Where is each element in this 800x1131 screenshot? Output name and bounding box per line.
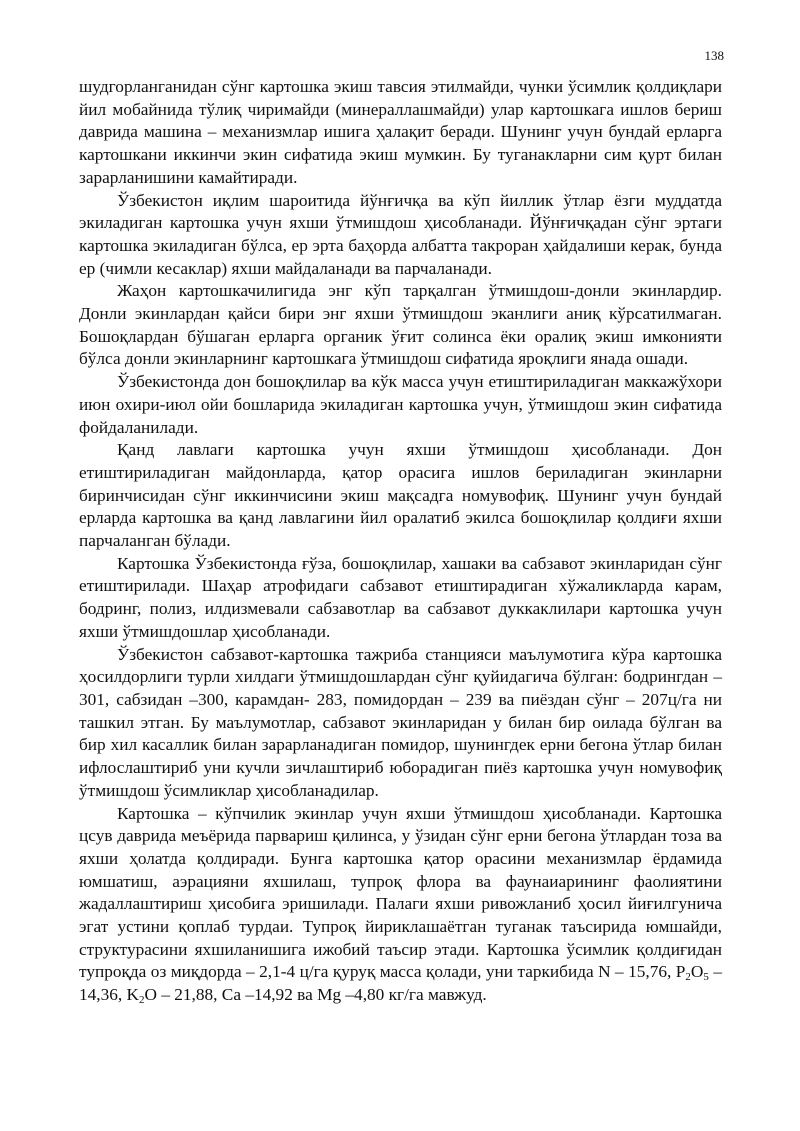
- paragraph-5: Қанд лавлаги картошка учун яхши ўтмишдош ҳисобланади. Дон етиштириладиган майдонларда, қатор орасига ишлов бериладиган экинларни биринчисидан сўнг иккинчисини экиш мақсадга номувофиқ. Шунинг учун бундай ерларда картошка ва қанд лавлагини йил оралатиб экилса бошоқлилар қолдиғи яхши парчаланган бўлади.: [79, 440, 722, 551]
- page-number: 138: [704, 48, 724, 63]
- formula-p-subscript: 2: [685, 971, 691, 984]
- formula-o-label: O: [690, 962, 704, 982]
- paragraph-8-tail: O – 21,88, Ca –14,92 ва Mg –4,80 кг/га мавжуд.: [144, 985, 487, 1005]
- formula-k-subscript: 2: [139, 994, 145, 1007]
- paragraph-2: Ўзбекистон иқлим шароитида йўнғичқа ва кўп йиллик ўтлар ёзги муддатда экиладиган картошка учун яхши ўтмишдош ҳисобланади. Йўнғичқадан сўнг эртаги картошка экиладиган бўлса, ер эрта баҳорда албатта такроран ҳайдалиши керак, бунда ер (чимли кесаклар) яхши майдаланади ва парчаланади.: [79, 190, 722, 278]
- paragraph-4: Ўзбекистонда дон бошоқлилар ва кўк масса учун етиштириладиган маккажўхори июн охири-июл ойи бошларида экиладиган картошка учун, ўтмишдош экин сифатида фойдаланилади.: [79, 372, 722, 437]
- formula-o-subscript: 5: [703, 971, 709, 984]
- paragraph-8: [79, 803, 722, 1007]
- paragraph-8-text: Картошка – кўпчилик экинлар учун яхши ўтмишдош ҳисобланади. Картошка цсув даврида меъёрида парвариш қилинса, у ўзидан сўнг ерни бегона ўтлардан тоза ва яхши ҳолатда қолдиради. Бунга картошка қатор орасини механизмлар ёрдамида юмшатиш, аэрацияни яхшилаш, тупроқ флора ва фаунаиарининг фаолиятини жадаллаштириш ҳисобига эришилади. Палаги яхши ривожланиб ҳосил йиғилгунича эгат устини қоплаб турдаи. Тупроқ йириклашаётган туганак таъсирида юмшайди, структурасини яхшиланишига ижобий таъсир этади. Картошка ўсимлик қолдиғидан тупроқда оз миқдорда – 2,1-4 ц/га қуруқ масса қолади, уни таркибида N – 15,76, P: [79, 803, 722, 982]
- formula-k-part: –14,36, K: [79, 962, 722, 1005]
- paragraph-6: Картошка Ўзбекистонда ғўза, бошоқлилар, хашаки ва сабзавот экинларидан сўнг етиштирилади. Шаҳар атрофидаги сабзавот етиштирадиган хўжаликларда карам, бодринг, полиз, илдизмевали сабзавотлар ва сабзавот дуккаклилари картошка учун яхши ўтмишдошлар ҳисобланади.: [79, 553, 722, 641]
- paragraph-7: Ўзбекистон сабзавот-картошка тажриба станцияси маълумотига кўра картошка ҳосилдорлиги турли хилдаги ўтмишдошлардан сўнг қуйидагича бўлган: бодрингдан – 301, сабзидан –300, карамдан- 283, помидордан – 239 ва пиёздан сўнг – 207ц/га ни ташкил этган. Бу маълумотлар, сабзавот экинларидан у билан бир оилада бўлган ва бир хил касаллик билан зарарланадиган помидор, шунингдек ерни бегона ўтлар билан ифлослаштириб уни кучли зичлаштириб юборадиган пиёз картошка учун номувофиқ ўтмишдош ўсимликлар ҳисобланадилар.: [79, 644, 722, 800]
- paragraph-3: Жаҳон картошкачилигида энг кўп тарқалган ўтмишдош-донли экинлардир. Донли экинлардан қайси бири энг яхши ўтмишдош эканлиги аниқ кўрсатилмаган. Бошоқлардан бўшаган ерларга органик ўғит солинса ёки оралиқ экиш имконияти бўлса донли экинларнинг картошкага ўтмишдош сифатида яроқлиги янада ошади.: [79, 281, 722, 369]
- page-body: [79, 76, 722, 1007]
- paragraph-1: шудгорланганидан сўнг картошка экиш тавсия этилмайди, чунки ўсимлик қолдиқлари йил мобайнида тўлиқ чиримайди (минераллашмайди) улар картошкага ишлов бериш даврида машина – механизмлар ишига ҳалақит беради. Шунинг учун бундай ерларга картошкани иккинчи экин сифатида экиш мумкин. Бу туганакларни сим қурт билан зарарланишини камайтиради.: [79, 77, 722, 187]
